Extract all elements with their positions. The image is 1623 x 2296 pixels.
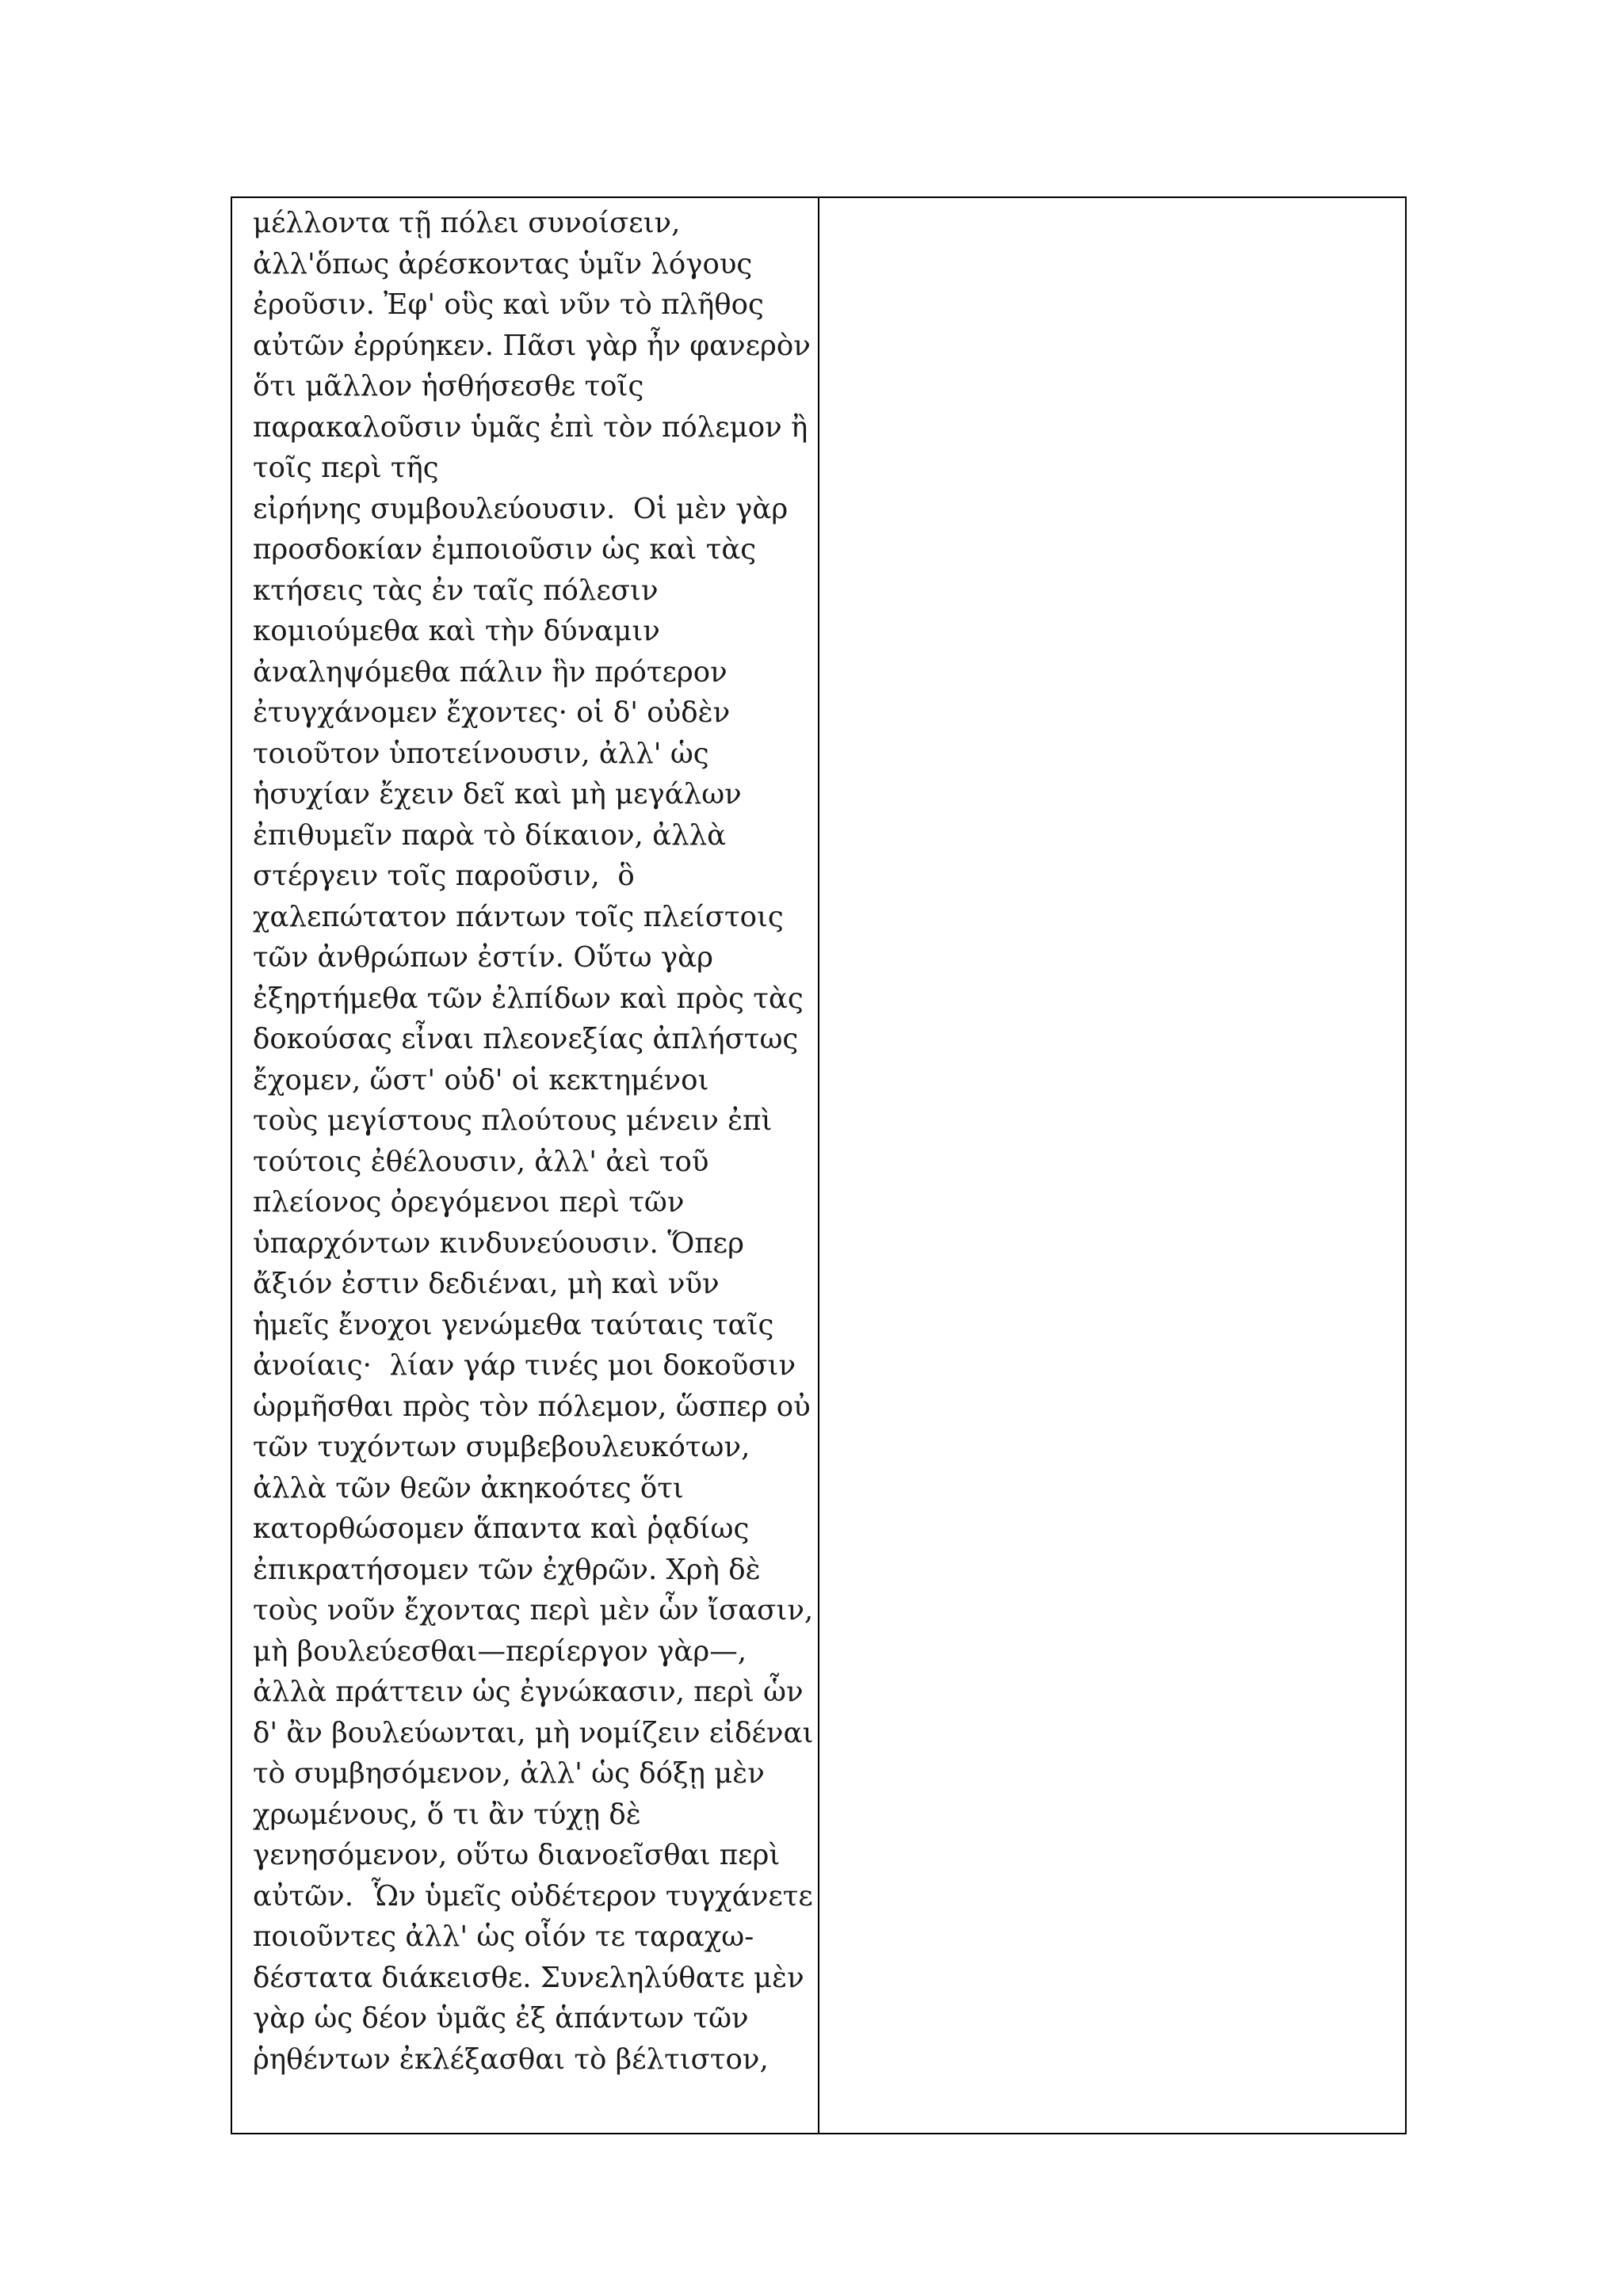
left-column-cell [231,197,819,2134]
table-row [231,197,1406,2134]
text-line: ἀλλ'ὅπως ἀρέσκοντας ὑμῖν λόγους [253,247,753,280]
text-line: μὴ βουλεύεσθαι—περίεργον γὰρ—, [253,1634,747,1668]
text-line: αὐτῶν. Ὧν ὑμεῖς οὐδέτερον τυγχάνετε [253,1879,813,1913]
text-line: γενησόμενον, οὕτω διανοεῖσθαι περὶ [253,1839,781,1871]
translation-text-block [819,198,1405,203]
text-line: κατορθώσομεν ἅπαντα καὶ ῥᾳδίως [253,1512,750,1545]
text-line: τοιοῦτον ὑποτείνουσιν, ἀλλ' ὡς [253,737,709,770]
text-line: ἡμεῖς ἔνοχοι γενώμεθα ταύταις ταῖς [253,1308,774,1341]
text-line: στέργειν τοῖς παροῦσιν, ὃ [253,860,635,892]
text-line: ἀνοίαις· λίαν γάρ τινές μοι δοκοῦσιν [253,1349,796,1382]
right-column-cell [819,197,1406,2134]
text-line: ἔχομεν, ὥστ' οὐδ' οἱ κεκτημένοι [253,1063,709,1097]
text-line: δέστατα διάκεισθε. Συνεληλύθατε μὲν [253,1961,804,1994]
text-line: κομιούμεθα καὶ τὴν δύναμιν [253,615,660,647]
text-line: προσδοκίαν ἐμποιοῦσιν ὡς καὶ τὰς [253,533,757,566]
text-line: ὑπαρχόντων κινδυνεύουσιν. Ὅπερ [253,1226,744,1260]
text-line: τῶν ἀνθρώπων ἐστίν. Οὕτω γὰρ [253,941,713,974]
text-line: ποιοῦντες ἀλλ' ὡς οἷόν τε ταραχω- [253,1920,754,1953]
text-line: χρωμένους, ὅ τι ἂν τύχῃ δὲ [253,1798,641,1831]
two-column-table [231,196,1407,2134]
text-line: ἡσυχίαν ἔχειν δεῖ καὶ μὴ μεγάλων [253,778,742,810]
text-line: ἄξιόν ἐστιν δεδιέναι, μὴ καὶ νῦν [253,1268,720,1300]
text-line: τούτοις ἐθέλουσιν, ἀλλ' ἀεὶ τοῦ [253,1145,709,1178]
text-line: δοκούσας εἶναι πλεονεξίας ἀπλήστως [253,1023,799,1055]
text-line: ἐπιθυμεῖν παρὰ τὸ δίκαιον, ἀλλὰ [253,818,727,852]
text-line: πλείονος ὀρεγόμενοι περὶ τῶν [253,1186,685,1219]
text-line: τοῖς περὶ τῆς [253,452,439,484]
text-line: χαλεπώτατον πάντων τοῖς πλείστοις [253,900,784,933]
text-line: τοὺς νοῦν ἔχοντας περὶ μὲν ὧν ἴσασιν, [253,1594,814,1627]
text-line: ἐτυγχάνομεν ἔχοντες· οἱ δ' οὐδὲν [253,696,731,729]
text-line: εἰρήνης συμβουλεύουσιν. Οἱ μὲν γὰρ [253,492,789,525]
text-line: γὰρ ὡς δέον ὑμᾶς ἐξ ἁπάντων τῶν [253,2002,749,2035]
text-line: ὅτι μᾶλλον ἡσθήσεσθε τοῖς [253,370,644,402]
text-line: ἐξηρτήμεθα τῶν ἐλπίδων καὶ πρὸς τὰς [253,982,804,1015]
text-line: τῶν τυχόντων συμβεβουλευκότων, [253,1431,750,1463]
text-line: ἐροῦσιν. Ἐφ' οὓς καὶ νῦν τὸ πλῆθος [253,288,764,321]
greek-text-block [232,198,818,2080]
text-line: ἀλλὰ τῶν θεῶν ἀκηκοότες ὅτι [253,1471,684,1505]
text-line: μέλλοντα τῇ πόλει συνοίσειν, [253,207,681,239]
text-line: ῥηθέντων ἐκλέξασθαι τὸ βέλτιστον, [253,2042,769,2076]
text-line: παρακαλοῦσιν ὑμᾶς ἐπὶ τὸν πόλεμον ἢ [253,410,808,444]
text-line: τοὺς μεγίστους πλούτους μένειν ἐπὶ [253,1104,773,1137]
text-line: ἀλλὰ πράττειν ὡς ἐγνώκασιν, περὶ ὧν [253,1676,804,1708]
text-line: τὸ συμβησόμενον, ἀλλ' ὡς δόξῃ μὲν [253,1757,765,1790]
text-line: ἐπικρατήσομεν τῶν ἐχθρῶν. Χρὴ δὲ [253,1553,761,1586]
text-line: κτήσεις τὰς ἐν ταῖς πόλεσιν [253,574,659,607]
text-line: δ' ἂν βουλεύωνται, μὴ νομίζειν εἰδέναι [253,1716,814,1749]
text-line: αὐτῶν ἐρρύηκεν. Πᾶσι γὰρ ἦν φανερὸν [253,329,811,362]
text-line: ἀναληψόμεθα πάλιν ἣν πρότερον [253,655,727,688]
text-line: ὡρμῆσθαι πρὸς τὸν πόλεμον, ὥσπερ οὐ [253,1390,811,1423]
